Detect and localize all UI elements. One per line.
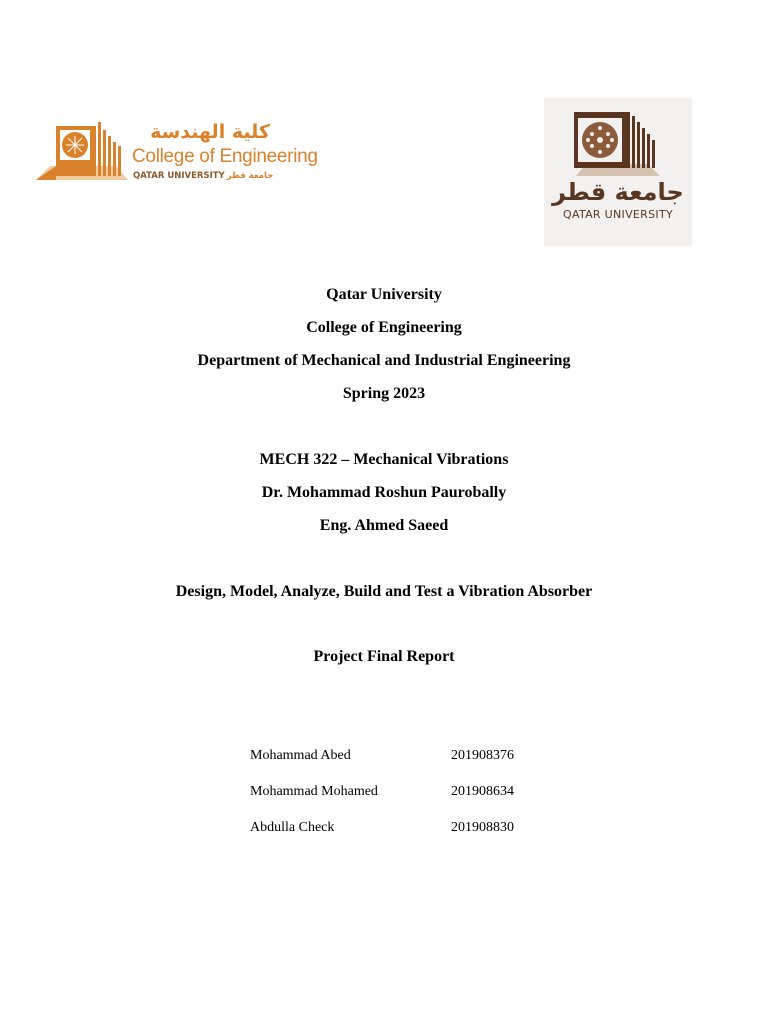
instructor-name: Dr. Mohammad Roshun Paurobally bbox=[261, 484, 507, 501]
college-arabic-name: كلية الهندسة bbox=[150, 121, 270, 143]
college-name: College of Engineering bbox=[306, 319, 462, 336]
member-id: 201908376 bbox=[451, 748, 514, 763]
member-name: Abdulla Check bbox=[250, 820, 335, 835]
department-name: Department of Mechanical and Industrial Engineering bbox=[197, 352, 571, 369]
university-name: Qatar University bbox=[326, 286, 442, 303]
semester: Spring 2023 bbox=[342, 385, 426, 402]
member-id: 201908634 bbox=[451, 784, 514, 799]
college-of-engineering-logo bbox=[36, 120, 318, 190]
project-title: Design, Model, Analyze, Build and Test a Vibration Absorber bbox=[175, 583, 593, 600]
college-university-english: QATAR UNIVERSITY bbox=[133, 171, 225, 181]
qu-emblem-icon bbox=[572, 112, 664, 178]
university-arabic-name: جامعة قطر bbox=[552, 178, 684, 206]
member-id: 201908830 bbox=[451, 820, 514, 835]
qu-emblem-icon bbox=[36, 120, 136, 190]
report-type: Project Final Report bbox=[313, 648, 455, 665]
college-university-line bbox=[133, 170, 273, 182]
course-title: MECH 322 – Mechanical Vibrations bbox=[259, 451, 509, 468]
engineer-name: Eng. Ahmed Saeed bbox=[319, 517, 449, 534]
member-name: Mohammad Abed bbox=[250, 748, 351, 763]
university-english-name: QATAR UNIVERSITY bbox=[563, 208, 673, 221]
college-university-arabic: جامعة قطر bbox=[226, 171, 274, 181]
member-name: Mohammad Mohamed bbox=[250, 784, 378, 799]
college-english-name: College of Engineering bbox=[132, 146, 318, 167]
qatar-university-logo bbox=[544, 98, 692, 246]
